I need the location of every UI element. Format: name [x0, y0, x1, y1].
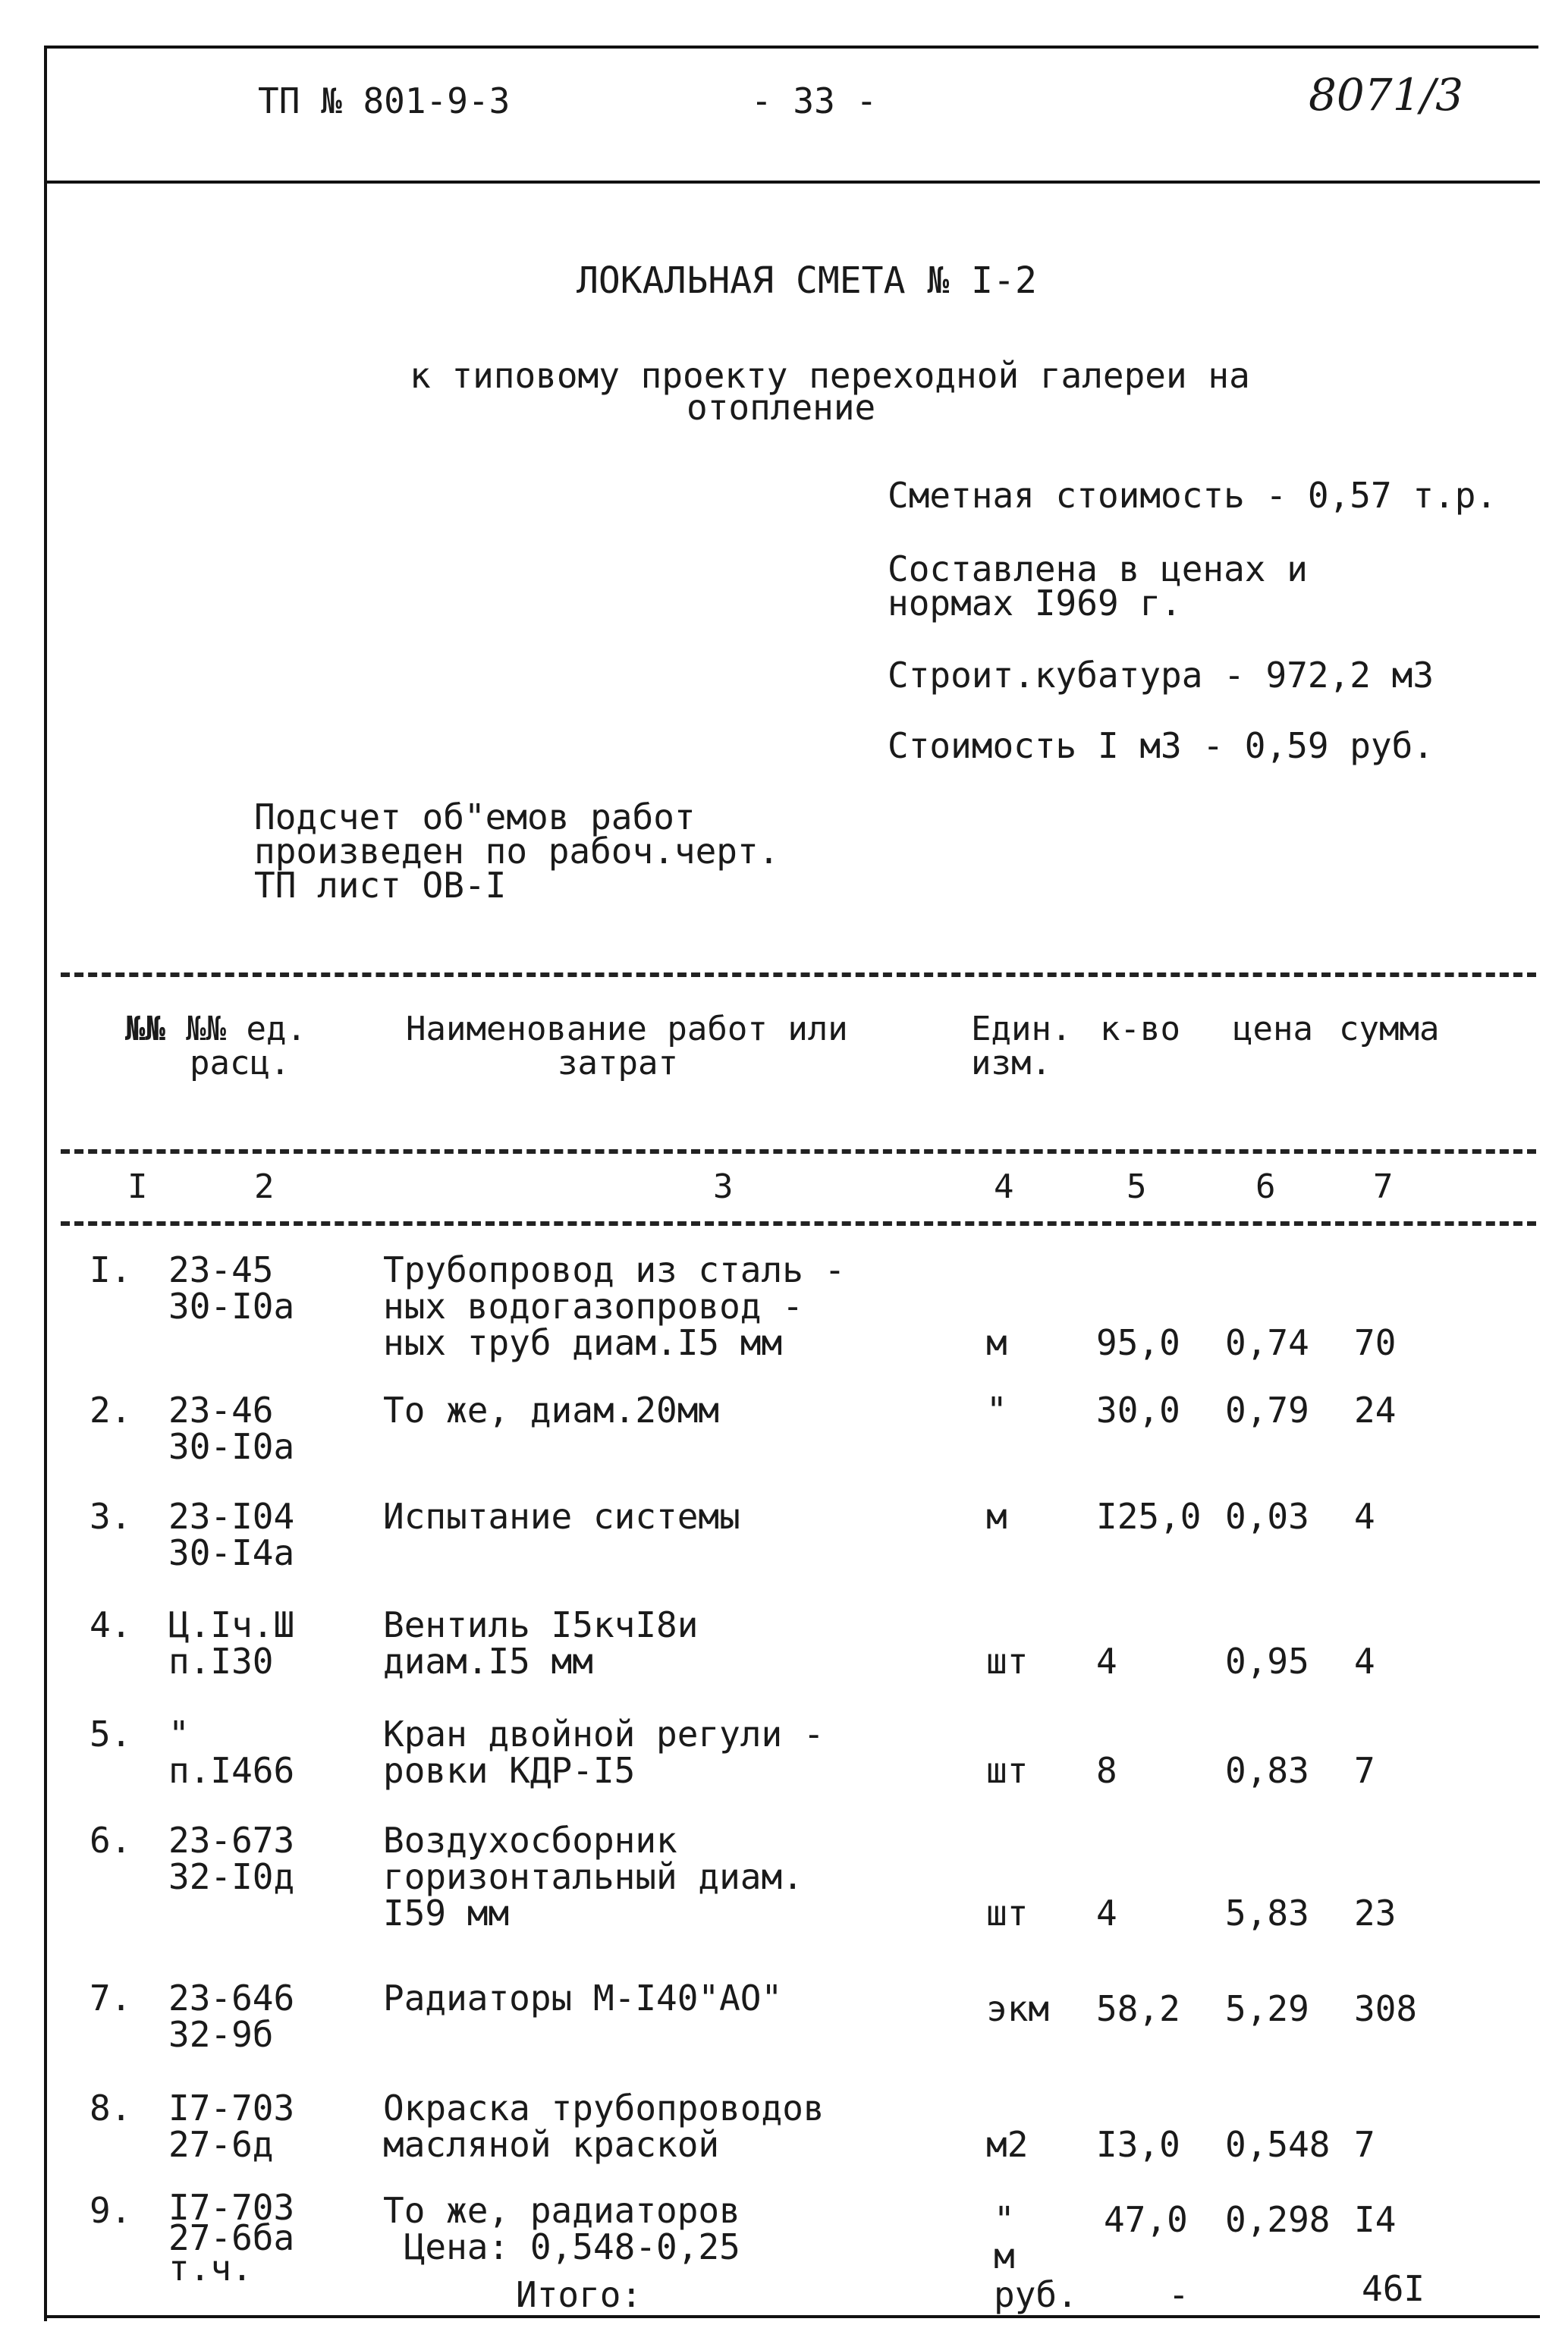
header-quantity: к-во [1100, 1010, 1180, 1048]
total-dash: - [1168, 2274, 1189, 2315]
column-number-7: 7 [1373, 1167, 1394, 1206]
document-title: ЛОКАЛЬНАЯ СМЕТА № I-2 [577, 259, 1037, 302]
prices-basis-line1: Составлена в ценах и [888, 548, 1308, 589]
row-number: 4. [90, 1604, 132, 1645]
header-rate-code-line2: расц. [190, 1044, 291, 1082]
column-number-4: 4 [994, 1167, 1014, 1206]
row-rate-code: " п.I466 [168, 1714, 295, 1791]
row-sum: 308 [1354, 1988, 1418, 2029]
row-work-name: Кран двойной регули - ровки КДР-I5 [383, 1714, 825, 1791]
row-sum: 4 [1354, 1641, 1375, 1682]
row-sum: 4 [1354, 1496, 1375, 1537]
row-quantity: 4 [1096, 1641, 1117, 1682]
row-quantity: 47,0 [1104, 2199, 1188, 2240]
header-rate-code-line1: №№ ед. [186, 1010, 306, 1048]
row-unit: экм [986, 1988, 1050, 2029]
column-number-1: I [127, 1167, 148, 1206]
table-column-number-rule [61, 1221, 1536, 1226]
column-number-3: 3 [713, 1167, 734, 1206]
row-sum: 7 [1354, 2124, 1375, 2165]
row-unit: м [986, 1496, 1007, 1537]
page-frame-top [44, 46, 1538, 49]
total-unit: руб. [994, 2274, 1078, 2315]
row-rate-code: 23-646 32-9б [168, 1978, 295, 2055]
prices-basis-line2: нормах I969 г. [888, 583, 1182, 624]
row-unit: " м [994, 2199, 1015, 2276]
row-work-name: Воздухосборник горизонтальный диам. I59 мм [383, 1820, 803, 1934]
row-unit: шт [986, 1893, 1029, 1934]
row-price: 0,83 [1225, 1750, 1309, 1791]
row-work-name: То же, диам.20мм [383, 1390, 720, 1431]
row-number: 6. [90, 1820, 132, 1861]
row-sum: 7 [1354, 1750, 1375, 1791]
row-quantity: I3,0 [1096, 2124, 1180, 2165]
row-rate-code: 23-I04 30-I4а [168, 1496, 295, 1573]
row-price: 0,74 [1225, 1322, 1309, 1363]
header-work-name-line1: Наименование работ или [406, 1010, 848, 1048]
row-unit: " [986, 1390, 1007, 1431]
row-quantity: I25,0 [1096, 1496, 1202, 1537]
header-sum: сумма [1339, 1010, 1440, 1048]
handwritten-reference: 8071/3 [1309, 69, 1464, 121]
row-price: 0,03 [1225, 1496, 1309, 1537]
row-unit: м2 [986, 2124, 1029, 2165]
row-number: 7. [90, 1978, 132, 2019]
row-rate-code: Ц.Iч.Ш п.I30 [168, 1604, 295, 1682]
row-number: 9. [90, 2190, 132, 2231]
row-unit: м [986, 1322, 1007, 1363]
row-sum: I4 [1354, 2199, 1397, 2240]
row-price: 5,83 [1225, 1893, 1309, 1934]
row-number: 8. [90, 2088, 132, 2129]
row-sum: 23 [1354, 1893, 1397, 1934]
project-code: ТП № 801-9-3 [258, 80, 511, 121]
row-work-name: Испытание системы [383, 1496, 740, 1537]
row-quantity: 58,2 [1096, 1988, 1180, 2029]
document-subtitle-line1: к типовому проекту переходной галереи на [410, 355, 1250, 396]
row-sum: 70 [1354, 1322, 1397, 1363]
total-label: Итого: [516, 2274, 643, 2315]
row-number: 5. [90, 1714, 132, 1755]
row-work-name: То же, радиаторов Цена: 0,548-0,25 [383, 2190, 740, 2267]
unit-cost: Стоимость I м3 - 0,59 руб. [888, 725, 1434, 766]
column-number-6: 6 [1255, 1167, 1276, 1206]
row-work-name: Радиаторы М-I40"АО" [383, 1978, 783, 2019]
row-number: 2. [90, 1390, 132, 1431]
table-top-rule [61, 972, 1536, 977]
header-unit-line2: изм. [971, 1044, 1051, 1082]
row-number: I. [90, 1249, 132, 1290]
column-number-2: 2 [254, 1167, 275, 1206]
row-unit: шт [986, 1750, 1029, 1791]
row-quantity: 8 [1096, 1750, 1117, 1791]
row-rate-code: I7-703 27-6д [168, 2088, 295, 2165]
document-subtitle-line2: отопление [687, 387, 876, 428]
page-number: - 33 - [751, 80, 878, 121]
row-work-name: Вентиль I5кчI8и диам.I5 мм [383, 1604, 699, 1682]
row-rate-code: 23-46 30-I0а [168, 1390, 295, 1467]
note-line1: Подсчет об"емов работ [254, 796, 696, 837]
header-unit-line1: Един. [971, 1010, 1072, 1048]
estimated-cost: Сметная стоимость - 0,57 т.р. [888, 475, 1497, 516]
row-quantity: 4 [1096, 1893, 1117, 1934]
row-sum: 24 [1354, 1390, 1397, 1431]
table-header-rule [61, 1149, 1536, 1154]
row-price: 0,95 [1225, 1641, 1309, 1682]
row-rate-code: 23-673 32-I0д [168, 1820, 295, 1897]
row-price: 0,79 [1225, 1390, 1309, 1431]
row-price: 0,548 [1225, 2124, 1331, 2165]
note-line3: ТП лист ОВ-I [254, 865, 507, 906]
total-sum: 46I [1362, 2268, 1425, 2309]
building-volume: Строит.кубатура - 972,2 м3 [888, 655, 1434, 696]
page-frame-left [44, 46, 47, 2321]
row-price: 0,298 [1225, 2199, 1331, 2240]
header-divider [44, 181, 1540, 184]
header-work-name-line2: затрат [558, 1044, 678, 1082]
row-quantity: 30,0 [1096, 1390, 1180, 1431]
note-line2: произведен по рабоч.черт. [254, 831, 780, 872]
row-rate-code: I7-703 27-6ба т.ч. [168, 2187, 295, 2289]
row-number: 3. [90, 1496, 132, 1537]
header-price: цена [1233, 1010, 1313, 1048]
row-quantity: 95,0 [1096, 1322, 1180, 1363]
row-work-name: Трубопровод из сталь - ных водогазопровод - ных труб диам.I5 мм [383, 1249, 846, 1363]
page-bottom-rule [44, 2315, 1540, 2318]
column-number-5: 5 [1127, 1167, 1147, 1206]
header-row-number: №№ [125, 1010, 165, 1048]
row-unit: шт [986, 1641, 1029, 1682]
row-work-name: Окраска трубопроводов масляной краской [383, 2088, 825, 2165]
row-rate-code: 23-45 30-I0а [168, 1249, 295, 1327]
row-price: 5,29 [1225, 1988, 1309, 2029]
